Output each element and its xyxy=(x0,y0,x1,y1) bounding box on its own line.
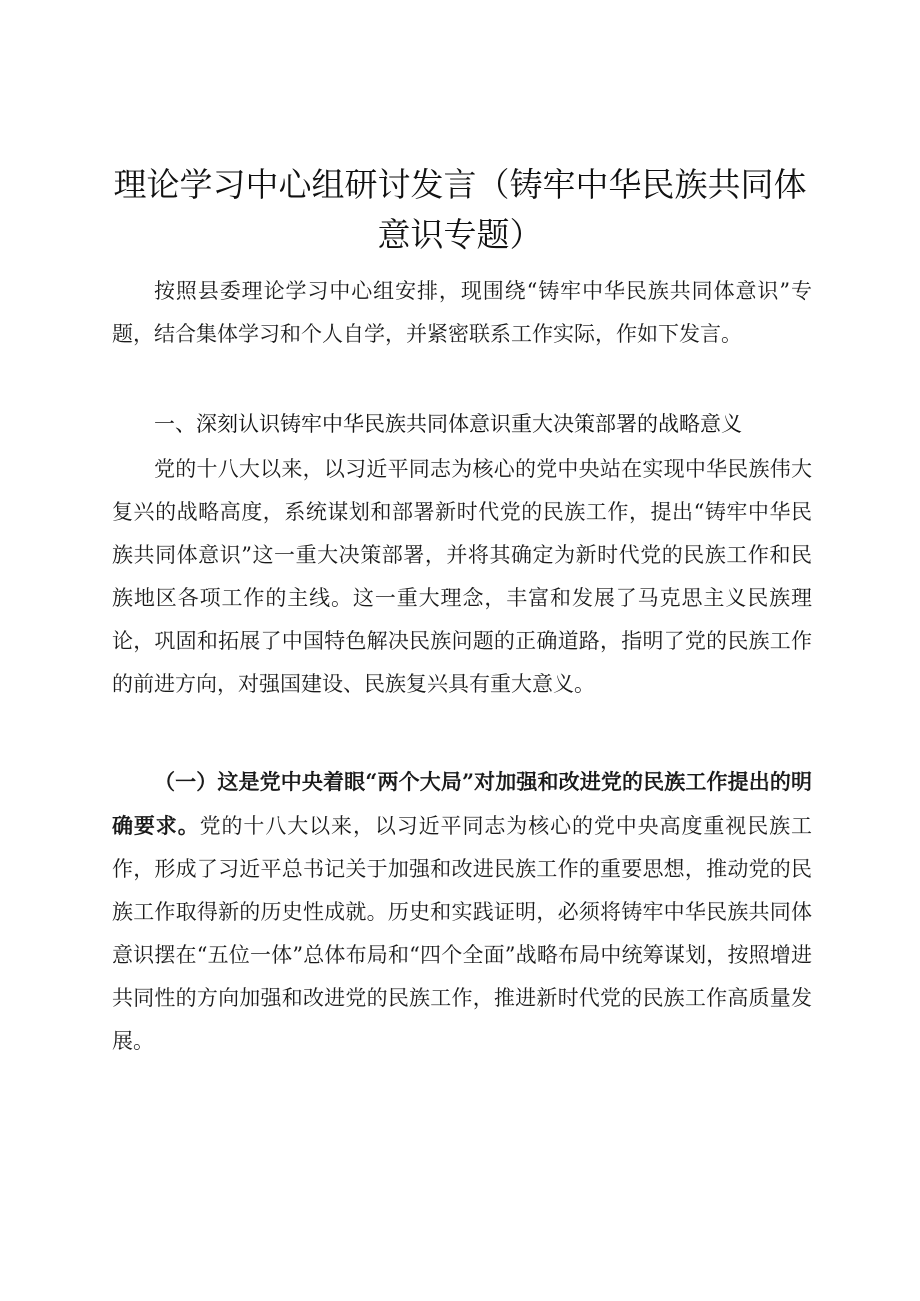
document-title: 理论学习中心组研讨发言（铸牢中华民族共同体意识专题） xyxy=(113,165,807,254)
subsection-1-heading: （一）这是党中央着眼“两个大局”对加强和改进党的民族工作提出的明确要求。 xyxy=(112,769,812,838)
section-1-heading: 一、深刻认识铸牢中华民族共同体意识重大决策部署的战略意义 xyxy=(154,412,742,436)
intro-paragraph: 按照县委理论学习中心组安排，现围绕“铸牢中华民族共同体意识”专题，结合集体学习和个人自学，并紧密联系工作实际，作如下发言。 xyxy=(112,279,812,346)
subsection-1-paragraph xyxy=(112,760,812,1063)
section-1-paragraph: 党的十八大以来，以习近平同志为核心的党中央站在实现中华民族伟大复兴的战略高度，系统谋划和部署新时代党的民族工作，提出“铸牢中华民族共同体意识”这一重大决策部署，并将其确定为新时代党的民族工作和民族地区各项工作的主线。这一重大理念，丰富和发展了马克思主义民族理论，巩固和拓展了中国特色解决民族问题的正确道路，指明了党的民族工作的前进方向，对强国建设、民族复兴具有重大意义。 xyxy=(112,457,812,696)
subsection-1-text: 党的十八大以来，以习近平同志为核心的党中央高度重视民族工作，形成了习近平总书记关于加强和改进民族工作的重要思想，推动党的民族工作取得新的历史性成就。历史和实践证明，必须将铸牢中华民族共同体意识摆在“五位一体”总体布局和“四个全面”战略布局中统筹谋划，按照增进共同性的方向加强和改进党的民族工作，推进新时代党的民族工作高质量发展。 xyxy=(112,814,813,1053)
